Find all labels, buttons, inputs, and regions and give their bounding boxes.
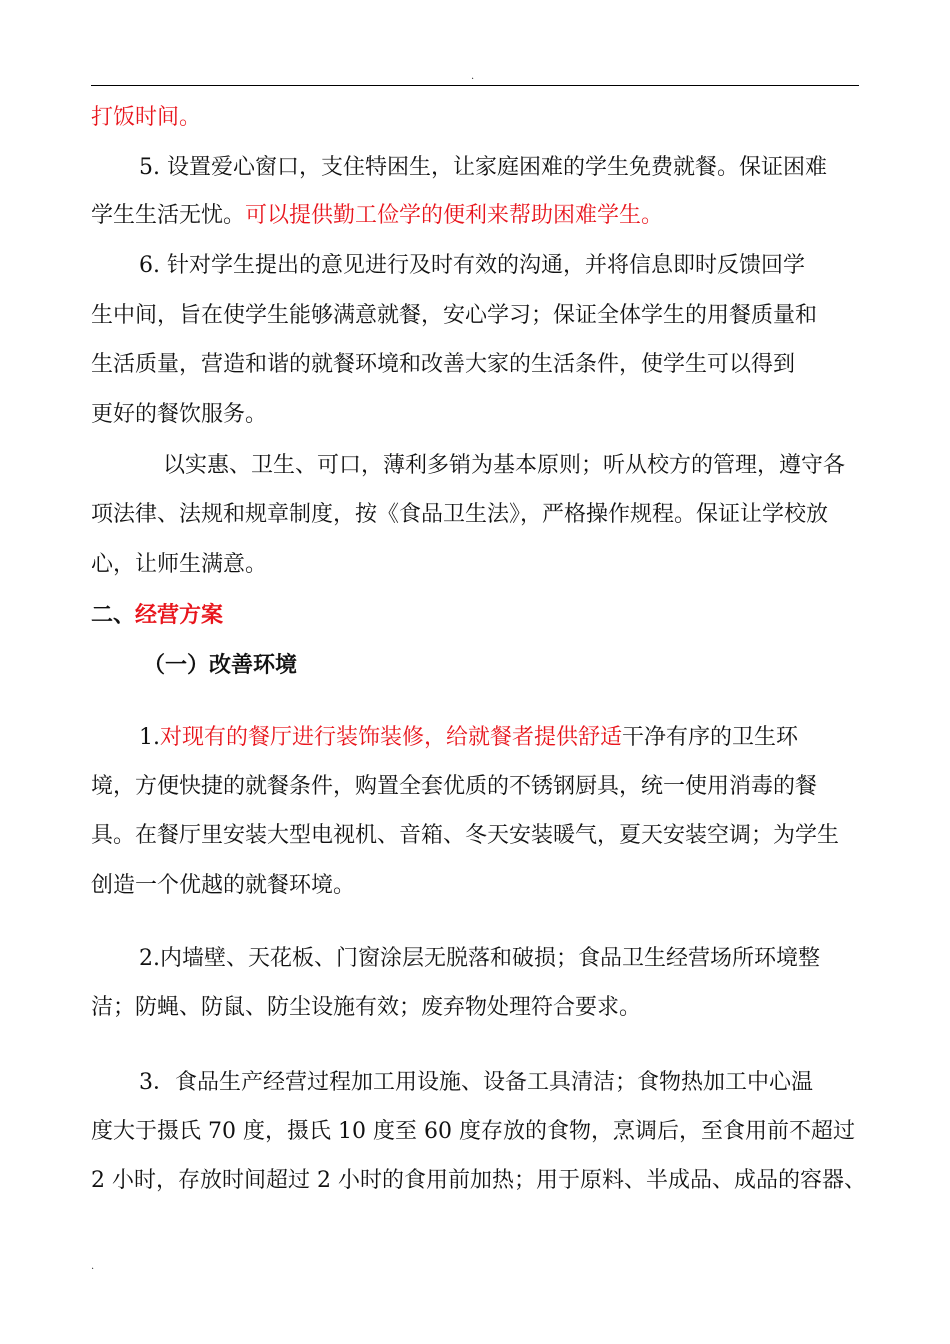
paragraph-line [91,301,817,331]
body-text: 以实惠、卫生、可口，薄利多销为基本原则；听从校方的管理，遵守各 [163,453,846,478]
body-text: 洁；防蝇、防鼠、防尘设施有效；废弃物处理符合要求。 [91,995,642,1020]
header-mark: . [471,71,475,82]
subheading-title: （一）改善环境 [143,652,298,678]
body-text: 2 小时，存放时间超过 2 小时的食用前加热；用于原料、半成品、成品的容器、 [91,1168,866,1193]
highlighted-text: 打饭时间。 [91,105,202,130]
heading-number: 二、 [91,602,136,628]
subsection-heading [143,650,297,680]
body-text: 项法律、法规和规章制度，按《食品卫生法》，严格操作规程。保证让学校放 [91,502,829,527]
paragraph-line [91,400,267,430]
paragraph-line [91,821,839,851]
section-heading [91,600,223,630]
body-text: 5. 设置爱心窗口，支住特困生，让家庭困难的学生免费就餐。保证困难 [139,155,827,180]
highlighted-text: 对现有的餐厅进行装饰装修，给就餐者提供舒适 [160,725,623,750]
paragraph-line [139,251,805,281]
body-text: 学生生活无忧。 [91,203,246,228]
paragraph-line [91,350,795,380]
body-text: 创造一个优越的就餐环境。 [91,873,356,898]
header-rule [91,85,859,86]
body-text: 心，让师生满意。 [91,552,268,577]
body-text: 生中间，旨在使学生能够满意就餐，安心学习；保证全体学生的用餐质量和 [91,303,818,328]
item-number: 1. [139,725,160,750]
body-text: 2.内墙壁、天花板、门窗涂层无脱落和破损；食品卫生经营场所环境整 [139,946,820,971]
paragraph-line [91,103,201,133]
body-text: 干净有序的卫生环 [622,725,799,750]
paragraph-line [163,451,845,481]
footer-mark: . [91,1261,95,1272]
paragraph-line [91,1117,855,1147]
paragraph-line [139,1068,813,1098]
paragraph-line [91,993,641,1023]
paragraph-line [91,201,663,231]
body-text: 境，方便快捷的就餐条件，购置全套优质的不锈钢厨具，统一使用消毒的餐 [91,774,818,799]
body-text: 度大于摄氏 70 度，摄氏 10 度至 60 度存放的食物，烹调后，至食用前不超过 [91,1119,855,1144]
paragraph-line [91,772,817,802]
paragraph-line [91,500,828,530]
paragraph-line [91,1166,866,1196]
paragraph-line [139,723,798,753]
paragraph-line [91,871,355,901]
paragraph-line [139,944,820,974]
body-text: 更好的餐饮服务。 [91,402,268,427]
body-text: 生活质量，营造和谐的就餐环境和改善大家的生活条件，使学生可以得到 [91,352,796,377]
body-text: 具。在餐厅里安装大型电视机、音箱、冬天安装暖气，夏天安装空调；为学生 [91,823,840,848]
highlighted-text: 可以提供勤工俭学的便利来帮助困难学生。 [245,203,664,228]
body-text: 3．食品生产经营过程加工用设施、设备工具清洁；食物热加工中心温 [139,1070,813,1095]
body-text: 6. 针对学生提出的意见进行及时有效的沟通，并将信息即时反馈回学 [139,253,805,278]
heading-title: 经营方案 [135,602,224,628]
paragraph-line [139,153,827,183]
paragraph-line [91,550,267,580]
